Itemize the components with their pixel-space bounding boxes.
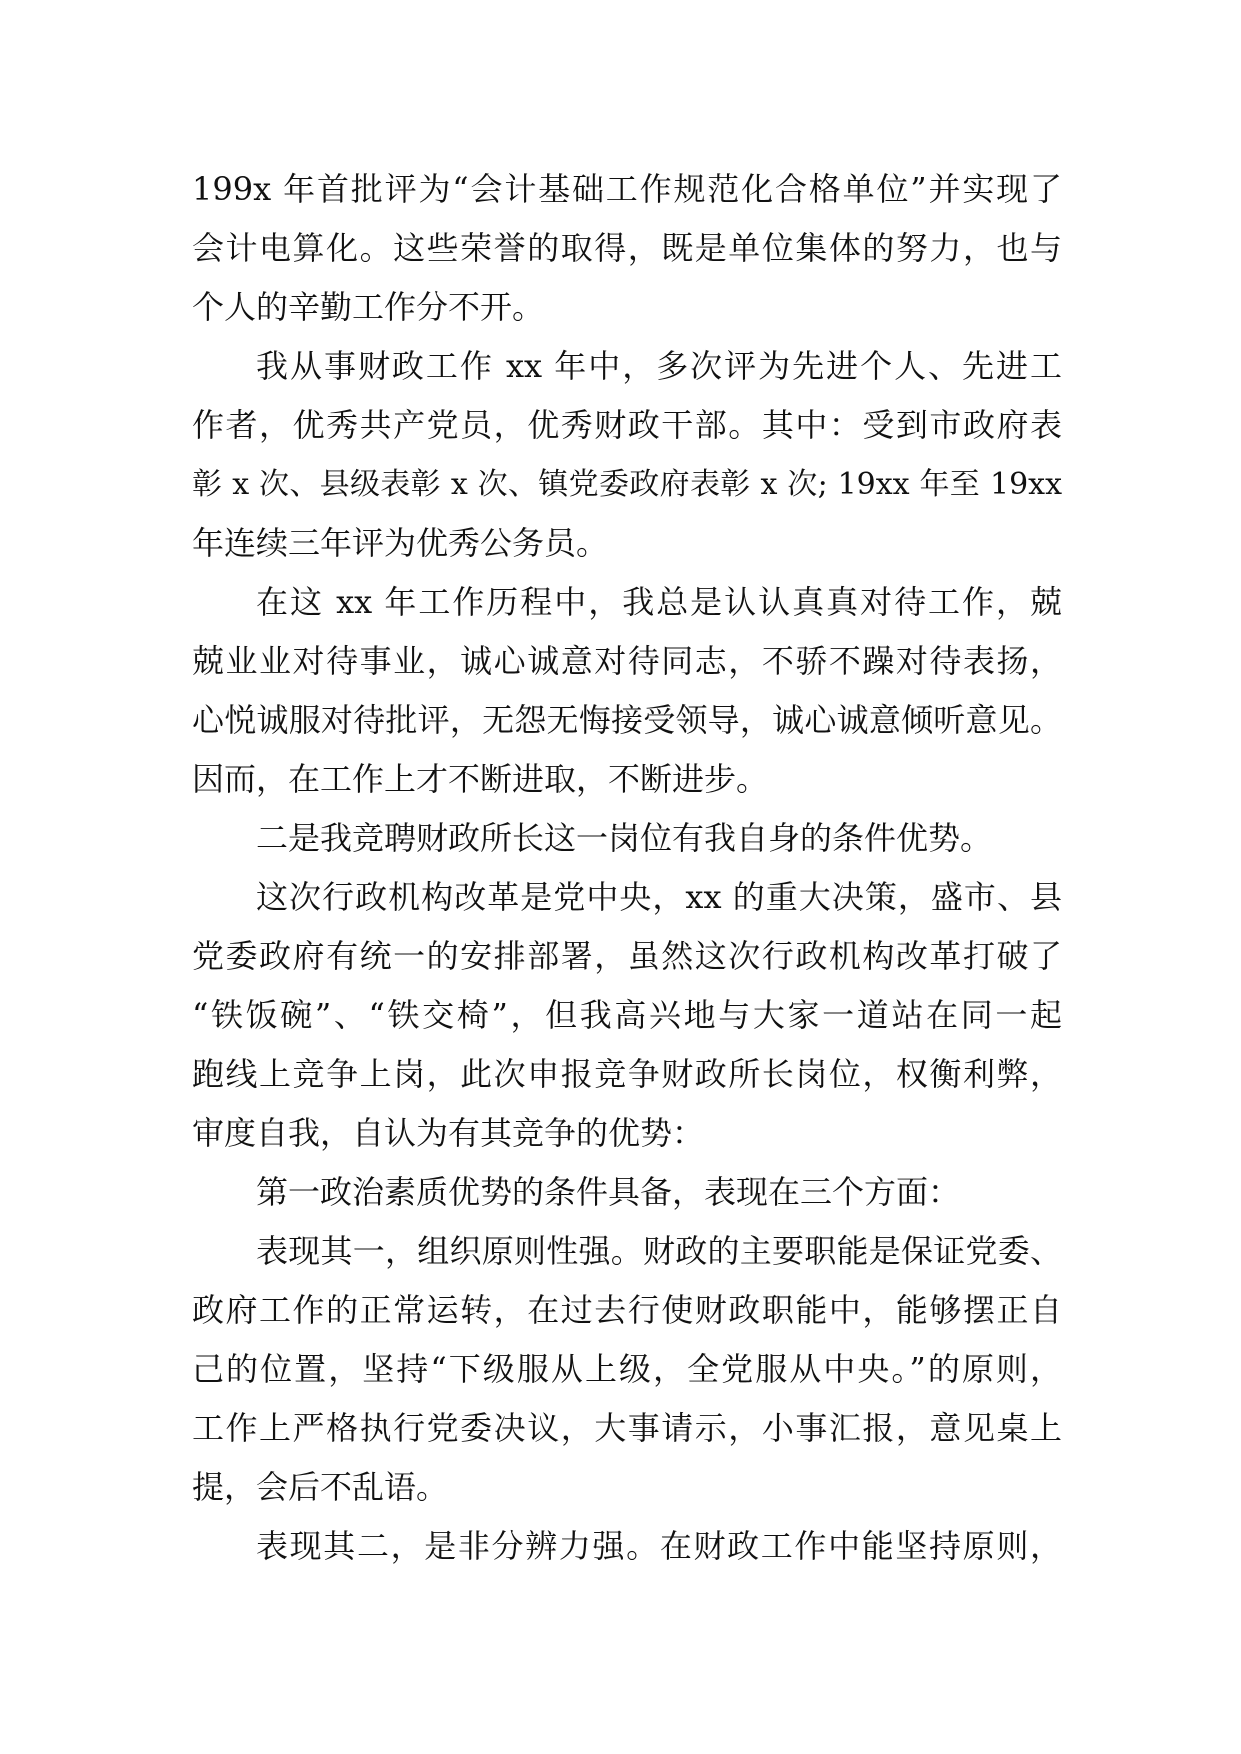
text-line-8: 在这 xx 年工作历程中，我总是认认真真对待工作，兢 xyxy=(256,583,1062,621)
text-line-15: “铁饭碗”、“铁交椅”，但我高兴地与大家一道站在同一起 xyxy=(192,996,1062,1034)
text-line-21: 己的位置，坚持“下级服从上级，全党服从中央。”的原则， xyxy=(192,1350,1062,1388)
text-line-3: 个人的辛勤工作分不开。 xyxy=(192,288,545,326)
text-line-5: 作者，优秀共产党员，优秀财政干部。其中：受到市政府表 xyxy=(192,406,1062,444)
text-line-18: 第一政治素质优势的条件具备，表现在三个方面： xyxy=(256,1173,961,1211)
text-line-1: 199x 年首批评为“会计基础工作规范化合格单位”并实现了 xyxy=(192,170,1062,208)
text-line-6: 彰 x 次、县级表彰 x 次、镇党委政府表彰 x 次; 19xx 年至 19xx xyxy=(192,467,1062,502)
text-line-12: 二是我竞聘财政所长这一岗位有我自身的条件优势。 xyxy=(256,819,993,857)
text-line-13: 这次行政机构改革是党中央，xx 的重大决策，盛市、县 xyxy=(256,878,1062,916)
text-line-9: 兢业业对待事业，诚心诚意对待同志，不骄不躁对待表扬， xyxy=(192,642,1062,680)
document-body xyxy=(192,160,1062,1576)
text-line-24: 表现其二，是非分辨力强。在财政工作中能坚持原则， xyxy=(256,1527,1062,1565)
text-line-20: 政府工作的正常运转，在过去行使财政职能中，能够摆正自 xyxy=(192,1291,1062,1329)
text-line-19: 表现其一，组织原则性强。财政的主要职能是保证党委、 xyxy=(256,1232,1062,1270)
text-line-23: 提，会后不乱语。 xyxy=(192,1468,449,1506)
text-line-11: 因而，在工作上才不断进取，不断进步。 xyxy=(192,760,769,798)
text-line-17: 审度自我，自认为有其竞争的优势： xyxy=(192,1114,705,1152)
text-line-22: 工作上严格执行党委决议，大事请示，小事汇报，意见桌上 xyxy=(192,1409,1062,1447)
text-line-10: 心悦诚服对待批评，无怨无悔接受领导，诚心诚意倾听意见。 xyxy=(192,701,1062,739)
text-line-2: 会计电算化。这些荣誉的取得，既是单位集体的努力，也与 xyxy=(192,229,1062,267)
text-line-16: 跑线上竞争上岗，此次申报竞争财政所长岗位，权衡利弊， xyxy=(192,1055,1062,1093)
text-line-4: 我从事财政工作 xx 年中，多次评为先进个人、先进工 xyxy=(256,347,1062,385)
text-line-7: 年连续三年评为优秀公务员。 xyxy=(192,524,609,562)
text-line-14: 党委政府有统一的安排部署，虽然这次行政机构改革打破了 xyxy=(192,937,1062,975)
